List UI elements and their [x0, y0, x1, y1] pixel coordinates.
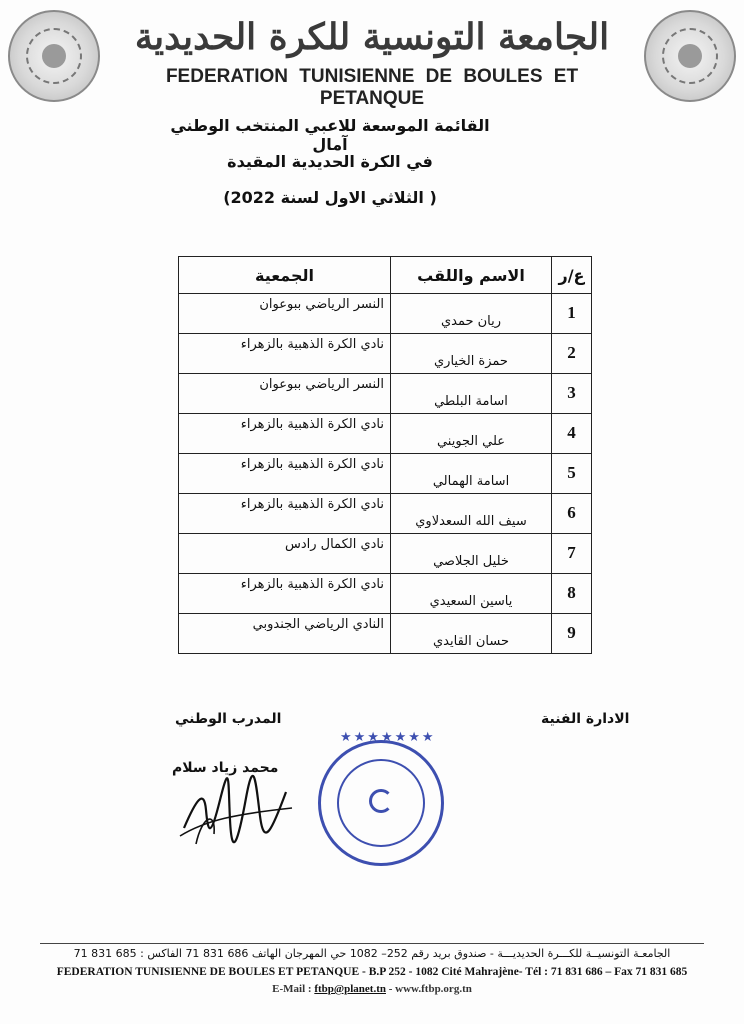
footer-address-french: FEDERATION TUNISIENNE DE BOULES ET PETANQUE - B.P 252 - 1082 Cité Mahrajène- Tél : 71 831 686 – Fax 71 831 685 [56, 966, 688, 978]
table-row [179, 294, 592, 334]
row-club: النادي الرياضي الجندوبي [179, 614, 391, 654]
row-num: 6 [552, 494, 592, 534]
table-header-row [179, 257, 592, 294]
footer-email-link[interactable]: ftbp@planet.tn [314, 983, 386, 995]
technical-department-label: الادارة الفنية [541, 711, 630, 727]
handwritten-signature-icon [176, 770, 296, 850]
row-name: علي الجويني [391, 414, 552, 454]
row-num: 8 [552, 574, 592, 614]
table-row [179, 494, 592, 534]
coach-name: محمد زياد سلام [172, 760, 279, 776]
row-name: ياسين السعيدي [391, 574, 552, 614]
row-club: نادي الكمال رادس [179, 534, 391, 574]
stamp-stars: ★★★★★★★ [340, 730, 436, 745]
header-title-french: FEDERATION TUNISIENNE DE BOULES ET PETANQUE [165, 66, 579, 109]
document-title-line-3: ( الثلاثي الاول لسنة 2022) [223, 188, 437, 207]
footer-divider [40, 943, 704, 944]
table-row [179, 534, 592, 574]
table-row [179, 334, 592, 374]
row-num: 2 [552, 334, 592, 374]
footer-email-label: E-Mail : [272, 983, 315, 995]
row-club: النسر الرياضي ببوعوان [179, 294, 391, 334]
header-club: الجمعية [179, 257, 391, 294]
table-row [179, 614, 592, 654]
row-name: ريان حمدي [391, 294, 552, 334]
row-name: حسان القايدي [391, 614, 552, 654]
footer-contact [40, 983, 704, 995]
row-club: نادي الكرة الذهبية بالزهراء [179, 414, 391, 454]
row-club: نادي الكرة الذهبية بالزهراء [179, 574, 391, 614]
national-coach-label: المدرب الوطني [175, 711, 282, 727]
footer-website[interactable]: - www.ftbp.org.tn [385, 983, 472, 995]
federation-logo-right-icon [644, 10, 736, 102]
row-num: 5 [552, 454, 592, 494]
footer-address-arabic: الجامعـة التونسيــة للكـــرة الحديديـــة - صندوق بريد رقم 252– 1082 حي المهرجان الهاتف 686 831 71 الفاكس : 685 831 71 [73, 947, 671, 960]
row-club: نادي الكرة الذهبية بالزهراء [179, 494, 391, 534]
federation-stamp-icon [318, 740, 444, 866]
table-row [179, 414, 592, 454]
row-club: النسر الرياضي ببوعوان [179, 374, 391, 414]
row-num: 9 [552, 614, 592, 654]
row-name: اسامة البلطي [391, 374, 552, 414]
players-table [178, 256, 592, 654]
row-name: حمزة الخياري [391, 334, 552, 374]
document-title-line-1: القائمة الموسعة للاعبي المنتخب الوطني آمال [170, 116, 490, 154]
row-num: 1 [552, 294, 592, 334]
table-row [179, 574, 592, 614]
row-num: 3 [552, 374, 592, 414]
federation-logo-left-icon [8, 10, 100, 102]
row-club: نادي الكرة الذهبية بالزهراء [179, 454, 391, 494]
table-row [179, 374, 592, 414]
header-title-arabic: الجامعة التونسية للكرة الحديدية [134, 16, 610, 58]
row-name: خليل الجلاصي [391, 534, 552, 574]
row-club: نادي الكرة الذهبية بالزهراء [179, 334, 391, 374]
row-name: سيف الله السعدلاوي [391, 494, 552, 534]
row-num: 7 [552, 534, 592, 574]
row-name: اسامة الهمالي [391, 454, 552, 494]
header-name: الاسم واللقب [391, 257, 552, 294]
row-num: 4 [552, 414, 592, 454]
header-num: ع/ر [552, 257, 592, 294]
table-row [179, 454, 592, 494]
document-title-line-2: في الكرة الحديدية المقيدة [227, 152, 433, 171]
